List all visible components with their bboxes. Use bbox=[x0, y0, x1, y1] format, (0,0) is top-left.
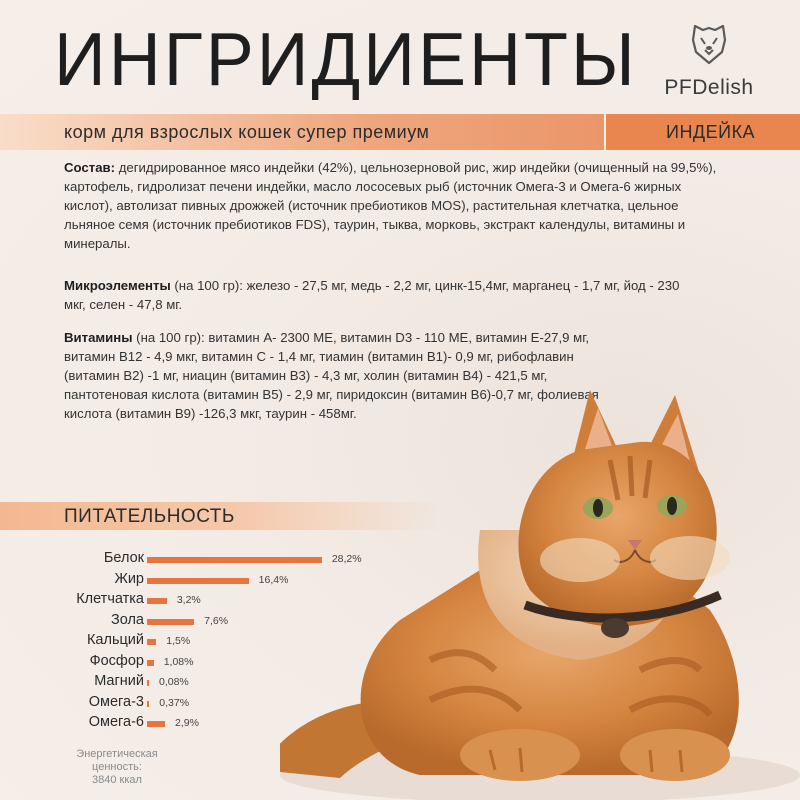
nutrient-name: Омега-6 bbox=[88, 714, 144, 730]
nutrient-name: Кальций bbox=[86, 632, 144, 648]
nutrition-row bbox=[0, 632, 800, 652]
vitamins-body: (на 100 гр): витамин А- 2300 МЕ, витамин D3 - 110 МЕ, витамин Е-27,9 мг, витамин B12 - 4,9 мкг, витамин С - 1,4 мг, тиамин (витамин В1)- 0,9 мг, рибофлавин (витамин В2) -1 мг, ниацин (витамин В3) - 4,3 мг, холин (витамин В4) - 421,5 мг, пантотеновая кислота (витамин В5) - 2,9 мг, пиридоксин (витамин В6)-0,7 мг, фолиевая кислота (витамин В9) -126,3 мкг, таурин - 458мг. bbox=[64, 330, 599, 421]
vitamins-label: Витамины bbox=[64, 330, 133, 345]
nutrient-bar bbox=[147, 619, 194, 625]
nutrient-bar bbox=[147, 557, 322, 563]
nutrient-value: 3,2% bbox=[176, 594, 201, 606]
nutrient-bar bbox=[147, 701, 149, 707]
nutrient-bar bbox=[147, 639, 156, 645]
nutrient-value: 16,4% bbox=[258, 573, 289, 586]
nutrition-row bbox=[0, 673, 800, 693]
nutrient-bar bbox=[147, 660, 154, 666]
nutrient-bar bbox=[147, 680, 149, 686]
microelements-body: (на 100 гр): железо - 27,5 мг, медь - 2,2 мг, цинк-15,4мг, марганец - 1,7 мг, йод - 230 мкг, селен - 47,8 мг. bbox=[64, 278, 680, 312]
nutrition-title: ПИТАТЕЛЬНОСТЬ bbox=[64, 506, 235, 527]
composition-text bbox=[64, 158, 724, 253]
nutrition-row bbox=[0, 714, 800, 734]
flavor-tag bbox=[604, 114, 800, 150]
composition-label: Состав: bbox=[64, 160, 116, 175]
composition-body: дегидрированное мясо индейки (42%), цельнозерновой рис, жир индейки (очищенный на 99,5%), картофель, гидролизат печени индейки, масло лососевых рыб (источник Омега-3 и Омега-6 жирных кислот), автолизат пивных дрожжей (источник пребиотиков MOS), растительная клетчатка, цельное льняное семя (источник пребиотиков FDS), таурин, тыква, морковь, экстракт календулы, витамины и минералы. bbox=[64, 160, 717, 251]
nutrient-name: Жир bbox=[114, 570, 144, 587]
brand-name: PFDelish bbox=[664, 76, 754, 99]
nutrient-name: Омега-3 bbox=[88, 693, 144, 710]
energy-value bbox=[62, 748, 172, 787]
page-title: ИНГРИДИЕНТЫ bbox=[54, 17, 638, 102]
nutrient-name: Фосфор bbox=[89, 652, 144, 669]
nutrition-header bbox=[0, 502, 440, 530]
nutrition-row bbox=[0, 571, 800, 591]
nutrient-bar bbox=[147, 721, 165, 727]
energy-amount: 3840 ккал bbox=[92, 774, 142, 786]
nutrient-value: 1,5% bbox=[166, 635, 191, 647]
nutrient-name: Белок bbox=[103, 550, 144, 566]
nutrition-row bbox=[0, 591, 800, 611]
nutrient-name: Зола bbox=[110, 611, 144, 628]
nutrition-row bbox=[0, 653, 800, 673]
nutrient-name: Магний bbox=[94, 673, 144, 689]
flavor-label: ИНДЕЙКА bbox=[666, 122, 756, 142]
microelements-text bbox=[64, 276, 704, 314]
nutrition-row bbox=[0, 694, 800, 714]
brand-logo bbox=[654, 22, 764, 100]
nutrition-row bbox=[0, 550, 800, 570]
nutrient-name: Клетчатка bbox=[76, 591, 144, 607]
nutrient-value: 28,2% bbox=[331, 553, 362, 565]
nutrition-row bbox=[0, 612, 800, 632]
nutrient-value: 0,37% bbox=[159, 696, 190, 709]
subtitle-band bbox=[0, 114, 800, 150]
nutrient-value: 7,6% bbox=[204, 614, 229, 627]
subtitle: корм для взрослых кошек супер премиум bbox=[64, 122, 430, 142]
nutrient-bar bbox=[147, 598, 167, 604]
microelements-label: Микроэлементы bbox=[64, 278, 171, 293]
nutrient-value: 0,08% bbox=[159, 676, 189, 688]
nutrient-value: 1,08% bbox=[163, 655, 194, 668]
nutrient-bar bbox=[147, 578, 249, 584]
nutrient-value: 2,9% bbox=[174, 717, 199, 729]
energy-label: Энергетическая ценность: bbox=[76, 748, 158, 773]
dog-head-shield-icon bbox=[689, 22, 729, 66]
